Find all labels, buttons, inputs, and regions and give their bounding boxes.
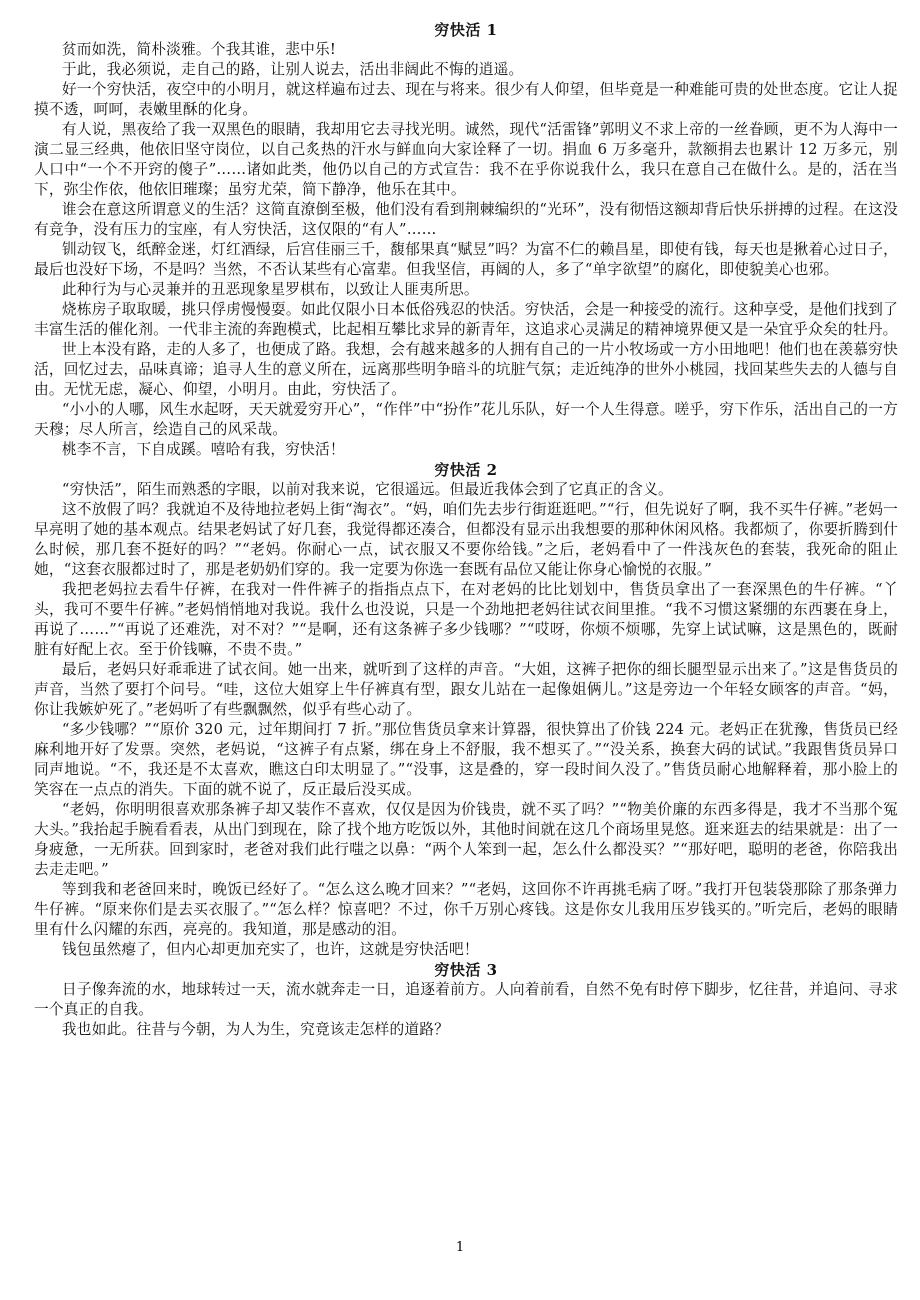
paragraph: 我也如此。往昔与今朝，为人为生，究竟该走怎样的道路？ (61, 1021, 449, 1038)
paragraph: 桃李不言，下自成蹊。嘻哈有我，穷快活！ (61, 441, 345, 458)
paragraph: 谁会在意这所谓意义的生活？这简直潦倒至极，他们没有看到荆棘编织的“光环”，没有彻悟这额却背后快乐拼搏的过程。在这没有竞争，没有压力的宝座，有人穷快活，这仅限的“有人”…… (34, 201, 898, 238)
paragraph: 我把老妈拉去看牛仔裤，在我对一件件裤子的指指点点下，在对老妈的比比划划中，售货员拿出了一套深黑色的牛仔裤。“丫头，我可不要牛仔裤。”老妈悄悄地对我说。我什么也没说，只是一个劲地把老妈往试衣间里推。“我不习惯这紧绷的东西裹在身上，再说了……”“再说了还难洗，对不对？”“是啊，还有这条裤子多少钱哪？”“哎呀，你烦不烦哪，先穿上试试嘛，这是黑色的，既耐脏有好配上衣。至于价钱嘛，不贵不贵。” (34, 581, 898, 658)
paragraph: 于此，我必须说，走自己的路，让别人说去，活出非阔此不悔的逍遥。 (61, 61, 524, 78)
paragraph: 等到我和老爸回来时，晚饭已经好了。“怎么这么晚才回来？”“老妈，这回你不许再挑毛病了呀。”我打开包装袋那除了那条弹力牛仔裤。“原来你们是去买衣服了。”“怎么样？惊喜吧？不过，你千万别心疼钱。这是你女儿我用压岁钱买的。”听完后，老妈的眼睛里有什么闪耀的东西，亮亮的。我知道，那是感动的泪。 (34, 881, 898, 938)
paragraph: 好一个穷快活，夜空中的小明月，就这样遍布过去、现在与将来。很少有人仰望，但毕竟是一种难能可贵的处世态度。它让人捉摸不透，呵呵，表嫩里酥的化身。 (34, 81, 898, 118)
paragraph: 贫而如洗，简朴淡雅。个我其谁，悲中乐! (61, 41, 336, 58)
paragraph: “穷快活”，陌生而熟悉的字眼，以前对我来说，它很遥远。但最近我体会到了它真正的含义。 (61, 481, 673, 498)
paragraph: 世上本没有路，走的人多了，也便成了路。我想，会有越来越多的人拥有自己的一片小牧场或一方小田地吧！他们也在羡慕穷快活，回忆过去，品味真谛；追寻人生的意义所在，远离那些明争暗斗的坑脏气氛；走近纯净的世外小桃园，找回某些失去的人德与自由。无忧无虑，凝心、仰望，小明月。由此，穷快活了。 (34, 341, 898, 398)
paragraph: “多少钱哪？”“原价 320 元，过年期间打 7 折。”那位售货员拿来计算器，很快算出了价钱 224 元。老妈正在犹豫，售货员已经麻利地开好了发票。突然，老妈说，“这裤子有点紧，绑在身上不舒服，我不想买了。”“没关系，换套大码的试试。”我跟售货员异口同声地说。“不，我还是不太喜欢，瞧这白印太明显了。”“没事，这是叠的，穿一段时间久没了。”售货员耐心地解释着，那小脸上的笑容在一点点的消失。下面的就不说了，反正最后没买成。 (34, 721, 898, 798)
section-2 (34, 460, 898, 960)
paragraph: 钏动钗飞，纸醉金迷，灯红酒绿，后宫佳丽三千，馥郁果真“赋昱”吗？为富不仁的赖昌星，即使有钱，每天也是揪着心过日子，最后也没好下场，不是吗？当然，不否认某些有心富辈。但我坚信，再阔的人，多了“单字欲望”的腐化，即使貌美心也邪。 (34, 241, 898, 278)
paragraph: 日子像奔流的水，地球转过一天，流水就奔走一日，追逐着前方。人向着前看，自然不免有时停下脚步，忆往昔，并追问、寻求一个真正的自我。 (34, 981, 898, 1018)
paragraph: 烧栋房子取取暖，挑只俘虏慢慢耍。如此仅限小日本低俗残忍的快活。穷快活，会是一种接受的流行。这种享受，是他们找到了丰富生活的催化剂。一代非主流的奔跑模式，比起相互攀比求异的新青年，这追求心灵满足的精神境界便又是一朵宜乎众矣的牡丹。 (34, 301, 898, 338)
paragraph: 最后，老妈只好乖乖进了试衣间。她一出来，就听到了这样的声音。“大姐，这裤子把你的细长腿型显示出来了。”这是售货员的声音，当然了要打个问号。“哇，这位大姐穿上牛仔裤真有型，跟女儿站在一起像姐俩儿。”这是旁边一个年轻女顾客的声音。“妈，你让我嫉妒死了。”老妈听了有些飘飘然，似乎有些心动了。 (34, 661, 898, 718)
page-number: 1 (455, 1240, 465, 1255)
section-3 (34, 960, 898, 1040)
section-1 (34, 20, 898, 460)
paragraph: “老妈，你明明很喜欢那条裤子却又装作不喜欢，仅仅是因为价钱贵，就不买了吗？”“物美价廉的东西多得是，我才不当那个冤大头。”我抬起手腕看看表，从出门到现在，除了找个地方吃饭以外，其他时间就在这几个商场里晃悠。逛来逛去的结果就是：出了一身疲惫，一无所获。回到家时，老爸对我们此行嗤之以鼻：“两个人笨到一起，怎么什么都没买？”“那好吧，聪明的老爸，你陪我出去走走吧。” (34, 801, 898, 878)
paragraph: 有人说，黑夜给了我一双黑色的眼睛，我却用它去寻找光明。诚然，现代“活雷锋”郭明义不求上帝的一丝眷顾，更不为人海中一演二显三经典，他依旧坚守岗位，以自己炙热的汗水与鲜血向大家诠释了一切。捐血 6 万多毫升，款额捐去也累计 12 万多元，别人口中“一个不开窍的傻子”……诸如此类，他仍以自己的方式宣告：我不在乎你说我什么，我只在意自己在做什么。是的，活在当下，弥尘作依，他依旧璀璨；虽穷尤荣，简下静净，他乐在其中。 (34, 121, 898, 198)
paragraph: 钱包虽然瘪了，但内心却更加充实了，也许，这就是穷快活吧！ (61, 941, 479, 958)
paragraph: “小小的人哪，风生水起呀，天天就爱穷开心”，“作伴”中“扮作”花儿乐队，好一个人生得意。嗟乎，穷下作乐，活出自己的一方天穆；尽人所言，绘造自己的风采哉。 (34, 401, 898, 438)
paragraph: 这不放假了吗？我就迫不及待地拉老妈上街“淘衣”。“妈，咱们先去步行街逛逛吧。”“行，但先说好了啊，我不买牛仔裤。”老妈一早亮明了她的基本观点。结果老妈试了好几套，我觉得都还凑合，但都没有显示出我想要的那种休闲风格。我都烦了，你要折腾到什么时候，那几套不挺好的吗？”“老妈。你耐心一点，试衣服又不要你给钱。”之后，老妈看中了一件浅灰色的套装，我死命的阻止她，“这套衣服都过时了，那是老奶奶们穿的。我一定要为你选一套既有品位又能让你身心愉悦的衣服。” (34, 501, 898, 578)
section-title: 穷快活 1 (434, 21, 498, 39)
section-title: 穷快活 3 (434, 961, 498, 979)
section-title: 穷快活 2 (434, 461, 498, 479)
paragraph: 此种行为与心灵兼并的丑恶现象星罗棋布，以致让人匪夷所思。 (61, 281, 479, 298)
